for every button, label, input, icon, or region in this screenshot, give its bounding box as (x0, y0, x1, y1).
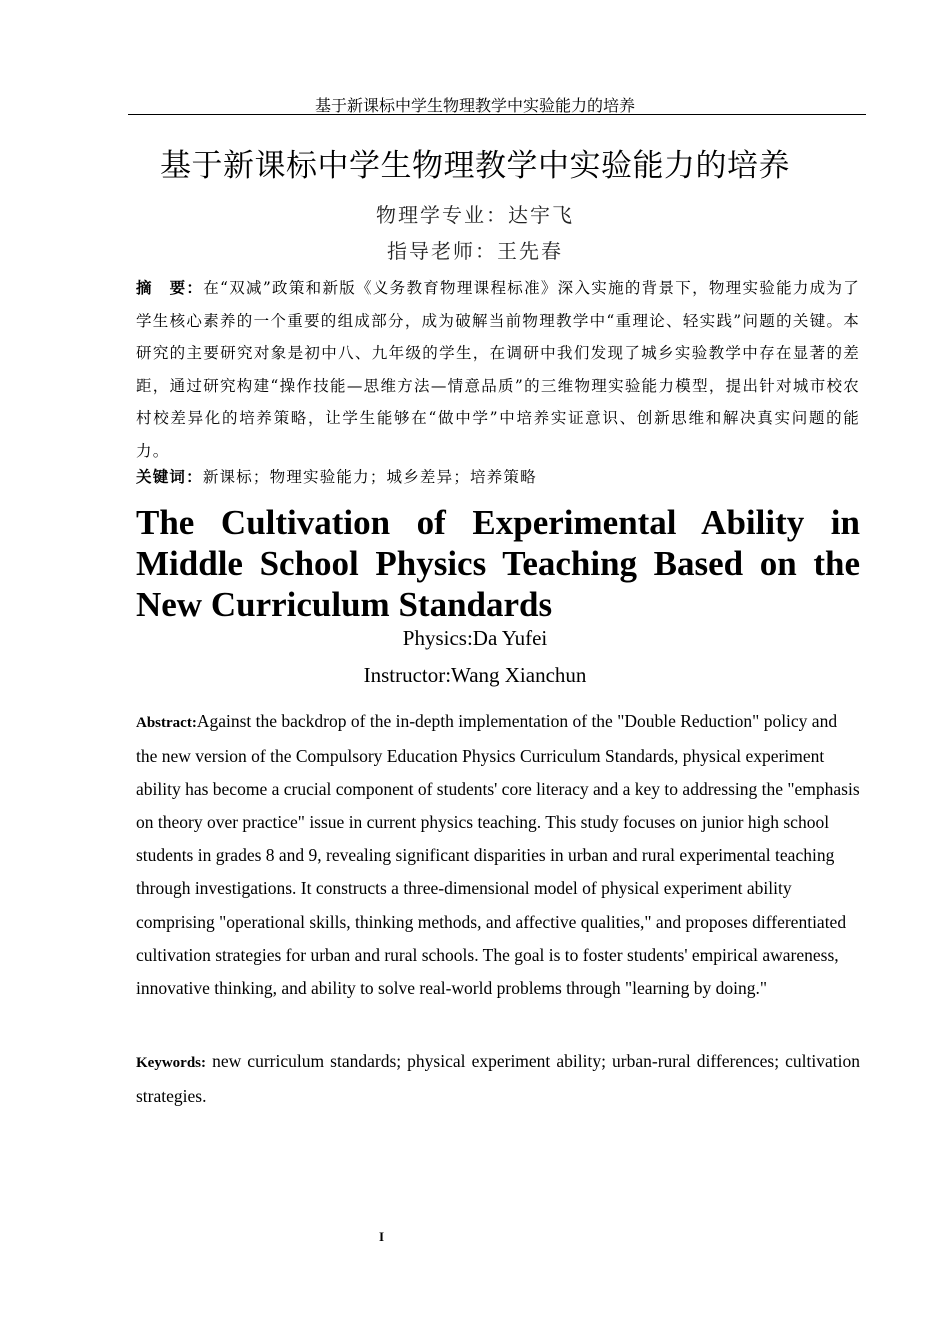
english-title: The Cultivation of Experimental Ability in Middle School Physics Teaching Based on the New Curriculum Standards (136, 503, 860, 624)
chinese-keywords (136, 465, 860, 487)
chinese-keywords-label: 关键词： (136, 467, 203, 486)
chinese-keywords-text: 新课标；物理实验能力；城乡差异；培养策略 (202, 468, 537, 486)
english-keywords-text: new curriculum standards; physical experiment ability; urban-rural differences; cultivation strategies. (136, 1051, 860, 1106)
header-divider (128, 114, 866, 115)
running-header: 基于新课标中学生物理教学中实验能力的培养 (314, 96, 635, 115)
english-abstract (136, 705, 860, 1005)
english-advisor-line: Instructor:Wang Xianchun (363, 663, 587, 687)
english-abstract-text: Against the backdrop of the in-depth implementation of the "Double Reduction" policy and the new version of the Compulsory Education Physics Curriculum Standards, physical experiment ability has become a crucial component of students' core literacy and a key to addressing the "emphasis on theory over practice" issue in current physics teaching. This study focuses on junior high school students in grades 8 and 9, revealing significant disparities in urban and rural experimental teaching through investigations. It constructs a three-dimensional model of physical experiment ability comprising "operational skills, thinking methods, and affective qualities," and proposes differentiated cultivation strategies for urban and rural schools. The goal is to foster students' empirical awareness, innovative thinking, and ability to solve real-world problems through "learning by doing." (136, 711, 860, 998)
english-author-line: Physics:Da Yufei (402, 626, 548, 650)
chinese-title: 基于新课标中学生物理教学中实验能力的培养 (160, 148, 790, 184)
english-keywords (136, 1045, 860, 1113)
chinese-abstract (136, 272, 860, 467)
page-number: I (379, 1229, 385, 1244)
chinese-advisor-line: 指导老师：王先春 (387, 239, 563, 263)
chinese-abstract-text: 在“双减”政策和新版《义务教育物理课程标准》深入实施的背景下，物理实验能力成为了学生核心素养的一个重要的组成部分，成为破解当前物理教学中“重理论、轻实践”问题的关键。本研究的主要研究对象是初中八、九年级的学生，在调研中我们发现了城乡实验教学中存在显著的差距，通过研究构建“操作技能—思维方法—情意品质”的三维物理实验能力模型，提出针对城市校农村校差异化的培养策略，让学生能够在“做中学”中培养实证意识、创新思维和解决真实问题的能力。 (136, 279, 860, 460)
chinese-author-line: 物理学专业：达宇飞 (376, 203, 574, 227)
english-abstract-label: Abstract: (136, 715, 197, 731)
chinese-abstract-label: 摘 要： (136, 278, 204, 297)
english-keywords-label: Keywords: (136, 1055, 206, 1071)
